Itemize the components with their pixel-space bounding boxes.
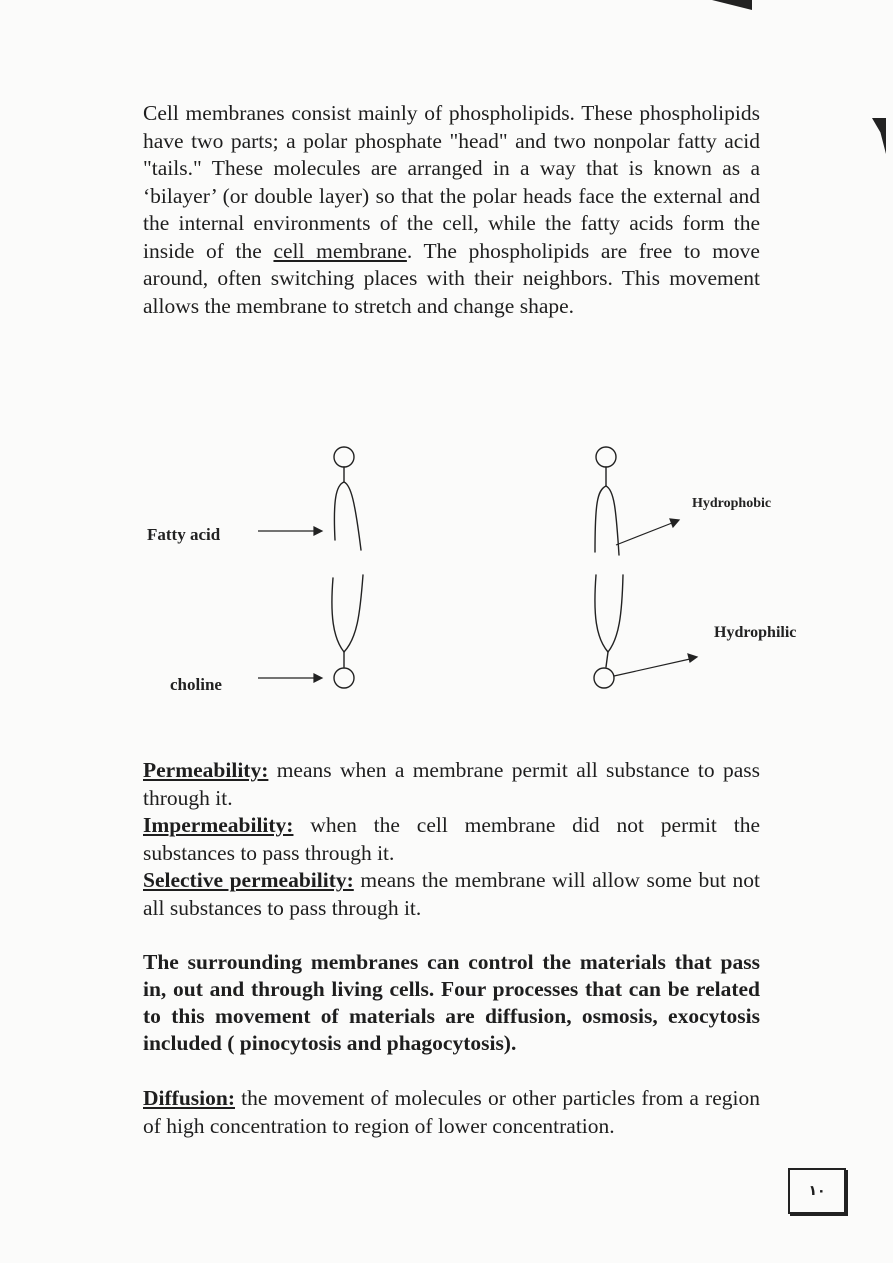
head-circle (596, 447, 616, 467)
phosphate-circle (594, 668, 614, 688)
tail-bottom (332, 578, 344, 652)
page-edge-mark-right (872, 118, 886, 154)
processes-paragraph: The surrounding membranes can control the materials that pass in, out and through living cells. Four processes that can be related to this movement of materials are diffusion, osmosis, exocytosis included ( pinocytosis and phagocytosis). (143, 950, 760, 1055)
definition-row (143, 812, 760, 867)
diffusion-text: the movement of molecules or other particles from a region of high concentration to region of lower concentration. (143, 1086, 760, 1138)
definition-term: Impermeability: (143, 813, 294, 837)
choline-circle (334, 668, 354, 688)
definition-text: when the cell membrane did not permit the substances to pass through it. (143, 813, 760, 865)
intro-paragraph (143, 100, 760, 320)
hydrophobic-label: Hydrophobic (692, 496, 772, 511)
cell-membrane-term: cell membrane (273, 238, 407, 263)
definition-row (143, 757, 760, 812)
hydrophilic-arrow (614, 659, 690, 676)
intro-text: Cell membranes consist mainly of phospholipids. These phospholipids have two parts; a polar phosphate "head" and two nonpolar fatty acid "tails." These molecules are arranged in a way that is known as a ‘bilayer’ (or double layer) so that the polar heads face the external and the internal environments of the cell, while the fatty acids form the inside of the (143, 101, 760, 263)
hydrophilic-label: Hydrophilic (714, 624, 797, 641)
diffusion-definition (143, 1085, 760, 1140)
choline-label: choline (170, 675, 222, 694)
hydrophobic-arrow (616, 523, 672, 545)
intro-text-end: . The phospholipids are free to move around, often switching places with their neighbors. This movement allows the membrane to stretch and change shape. (143, 238, 760, 318)
definitions-block (143, 757, 760, 922)
definition-row (143, 867, 760, 922)
head-circle (334, 447, 354, 467)
definition-text: means the membrane will allow some but not all substances to pass through it. (143, 868, 760, 920)
diffusion-term: Diffusion: (143, 1086, 235, 1110)
fatty-acid-label: Fatty acid (147, 525, 221, 544)
definition-term: Permeability: (143, 758, 269, 782)
definition-text: means when a membrane permit all substance to pass through it. (143, 758, 760, 810)
definition-term: Selective permeability: (143, 868, 354, 892)
tail-top (334, 482, 344, 540)
page-number: ١٠ (788, 1168, 846, 1214)
page-edge-mark (712, 0, 752, 10)
phospholipid-diagram (130, 430, 830, 720)
